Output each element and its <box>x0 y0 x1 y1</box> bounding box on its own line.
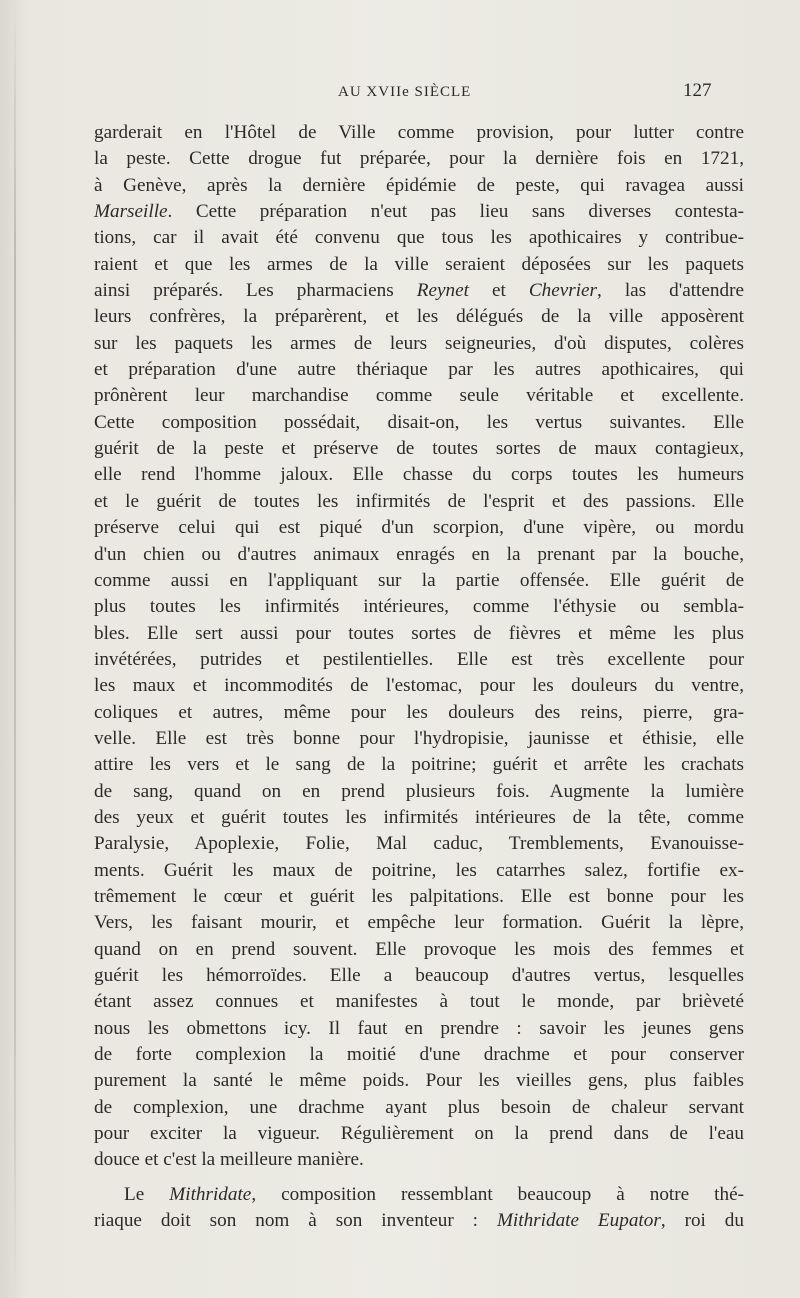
text-line: nous les obmettons icy. Il faut en prendre : savoir les jeunes gens <box>94 1017 744 1039</box>
text-line: de forte complexion la moitié d'une drachme et pour conserver <box>94 1044 744 1066</box>
text-line: à Genève, après la dernière épidémie de peste, qui ravagea aussi <box>94 174 744 196</box>
binding-gutter-shadow <box>14 0 16 1298</box>
text-line: préserve celui qui est piqué d'un scorpion, d'une vipère, ou mordu <box>94 517 744 539</box>
text-line: riaque doit son nom à son inventeur : Mithridate Eupator, roi du <box>94 1210 744 1232</box>
text-line: prônèrent leur marchandise comme seule véritable et excellente. <box>94 385 744 407</box>
running-head <box>0 80 800 104</box>
text-line: Le Mithridate, composition ressemblant beaucoup à notre thé- <box>124 1183 744 1205</box>
text-line: purement la santé le même poids. Pour les vieilles gens, plus faibles <box>94 1070 744 1092</box>
paragraph-gap <box>94 1174 744 1182</box>
text-line: quand on en prend souvent. Elle provoque les mois des femmes et <box>94 938 744 960</box>
text-line: et préparation d'une autre thériaque par les autres apothicaires, qui <box>94 359 744 381</box>
text-line: ainsi préparés. Les pharmaciens Reynet et Chevrier, las d'attendre <box>94 280 745 302</box>
text-line: garderait en l'Hôtel de Ville comme provision, pour lutter contre <box>94 122 744 143</box>
text-line: invétérées, putrides et pestilentielles. Elle est très excellente pour <box>94 648 744 670</box>
text-line: raient et que les armes de la ville seraient déposées sur les paquets <box>94 253 744 275</box>
text-line: plus toutes les infirmités intérieures, comme l'éthysie ou sembla- <box>94 596 744 618</box>
text-line: les maux et incommodités de l'estomac, pour les douleurs du ventre, <box>94 675 744 697</box>
text-line: trêmement le cœur et guérit les palpitations. Elle est bonne pour les <box>94 885 744 907</box>
running-title: AU XVIIe SIÈCLE <box>338 84 472 100</box>
text-line: douce et c'est la meilleure manière. <box>94 1149 364 1171</box>
text-line: Cette composition possédait, disait-on, les vertus suivantes. Elle <box>94 411 744 433</box>
text-line: elle rend l'homme jaloux. Elle chasse du corps toutes les humeurs <box>94 464 744 486</box>
text-line: coliques et autres, même pour les douleurs des reins, pierre, gra- <box>94 701 744 723</box>
text-line: ments. Guérit les maux de poitrine, les catarrhes salez, fortifie ex- <box>94 859 744 881</box>
paragraph-theriaque <box>94 120 744 1174</box>
text-line: des yeux et guérit toutes les infirmités intérieures de la tête, comme <box>94 806 744 828</box>
text-line: velle. Elle est très bonne pour l'hydropisie, jaunisse et éthisie, elle <box>94 727 744 749</box>
text-line: guérit les hémorroïdes. Elle a beaucoup d'autres vertus, lesquelles <box>94 965 744 986</box>
text-line: étant assez connues et manifestes à tout le monde, par brièveté <box>94 991 744 1013</box>
text-line: et le guérit de toutes les infirmités de l'esprit et des passions. Elle <box>94 490 744 512</box>
text-line: guérit de la peste et préserve de toutes sortes de maux contagieux, <box>94 438 744 460</box>
text-line: pour exciter la vigueur. Régulièrement on la prend dans de l'eau <box>94 1123 744 1145</box>
text-line: comme aussi en l'appliquant sur la partie offensée. Elle guérit de <box>94 569 744 591</box>
text-line: Paralysie, Apoplexie, Folie, Mal caduc, Tremblements, Evanouisse- <box>94 833 744 855</box>
body-text <box>94 120 744 1234</box>
text-line: de complexion, une drachme ayant plus besoin de chaleur servant <box>94 1096 744 1118</box>
text-line: Marseille. Cette préparation n'eut pas lieu sans diverses contesta- <box>94 201 744 223</box>
text-line: d'un chien ou d'autres animaux enragés en la prenant par la bouche, <box>94 543 744 565</box>
text-line: sur les paquets les armes de leurs seigneuries, d'où disputes, colères <box>94 332 744 354</box>
text-line: bles. Elle sert aussi pour toutes sortes de fièvres et même les plus <box>94 622 744 644</box>
text-line: de sang, quand on en prend plusieurs fois. Augmente la lumière <box>94 780 744 802</box>
text-line: Vers, les faisant mourir, et empêche leur formation. Guérit la lèpre, <box>94 912 744 934</box>
page-number: 127 <box>683 80 712 101</box>
paragraph-mithridate <box>94 1182 744 1235</box>
text-line: leurs confrères, la préparèrent, et les délégués de la ville apposèrent <box>94 306 744 328</box>
text-line: tions, car il avait été convenu que tous les apothicaires y contribue- <box>94 227 744 249</box>
text-line: attire les vers et le sang de la poitrine; guérit et arrête les crachats <box>94 754 744 776</box>
text-line: la peste. Cette drogue fut préparée, pour la dernière fois en 1721, <box>94 148 744 170</box>
